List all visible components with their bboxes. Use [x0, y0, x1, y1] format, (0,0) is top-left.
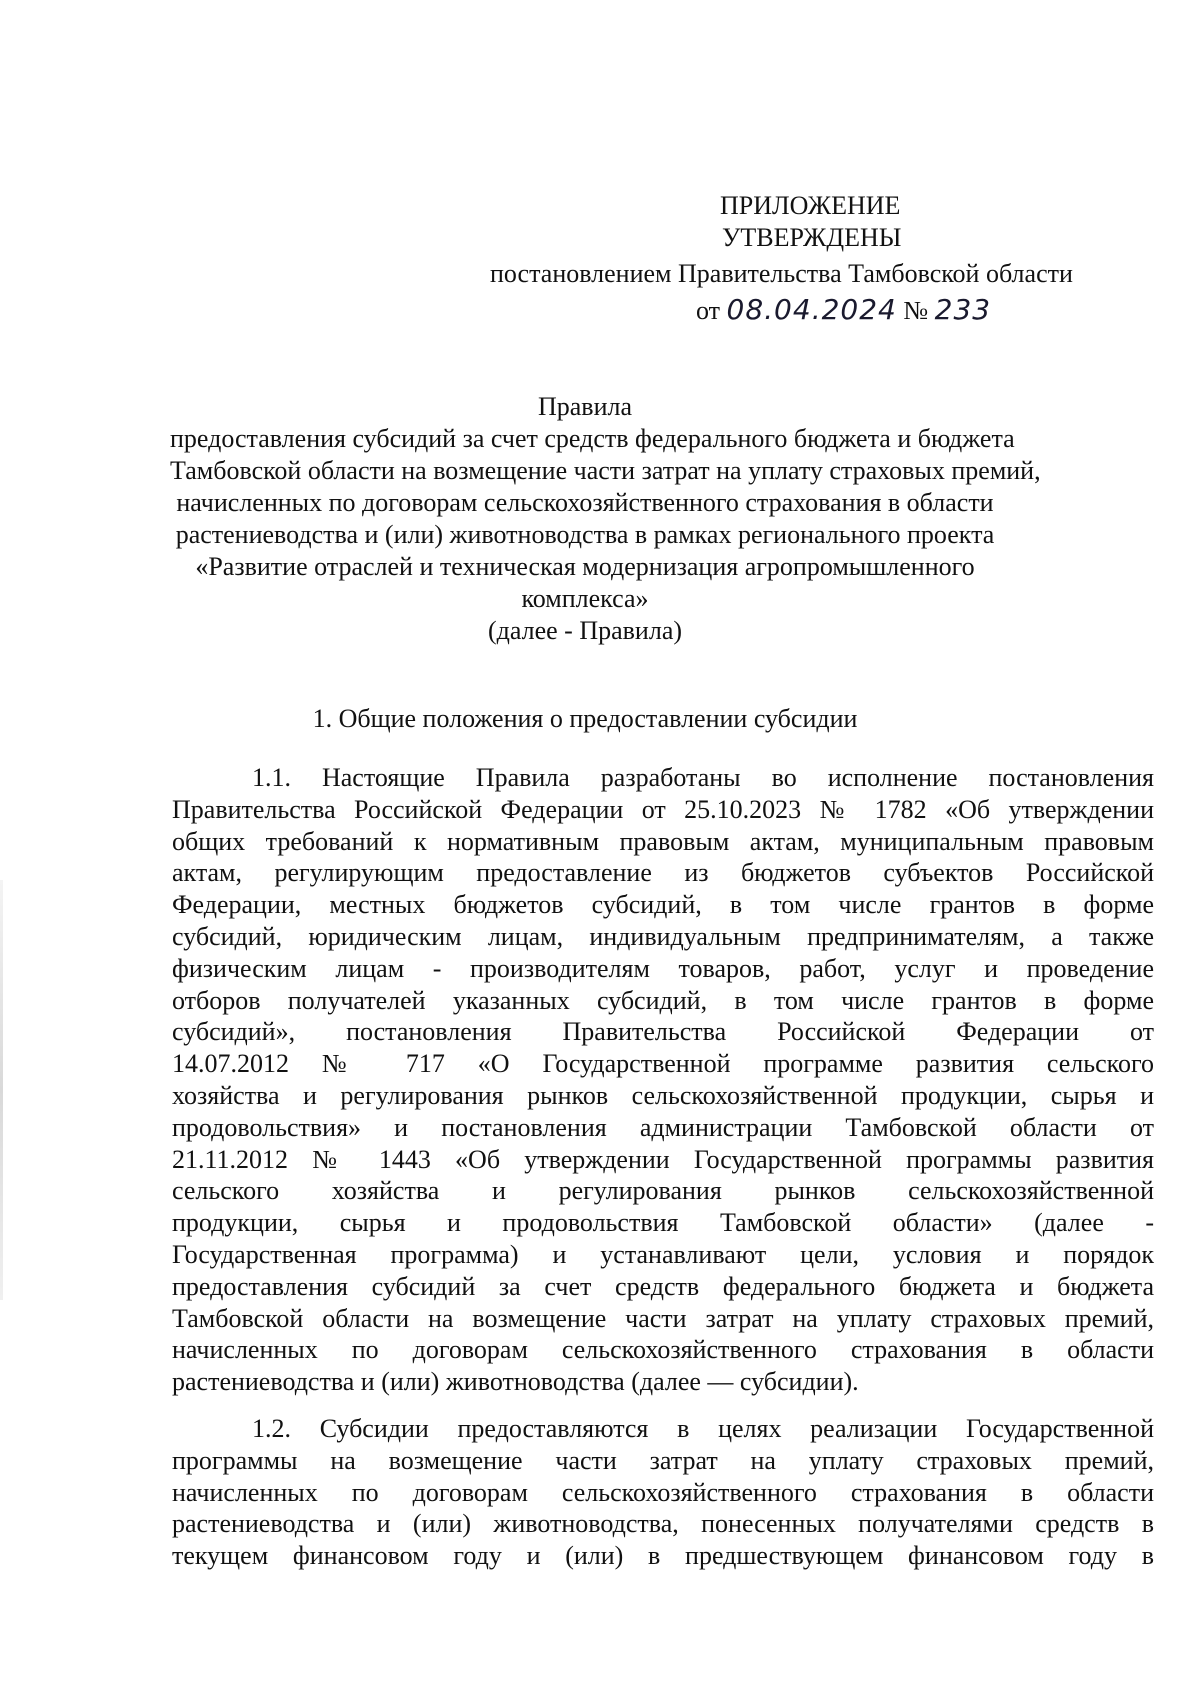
title-line: Тамбовской области на возмещение части затрат на уплату страховых премий,	[170, 456, 1041, 485]
text-line: программы на возмещение части затрат на уплату страховых премий,	[172, 1445, 1154, 1475]
title-line: (далее - Правила)	[487, 616, 683, 645]
handwritten-number: 233	[934, 293, 992, 326]
scan-edge-shadow	[0, 880, 3, 1300]
text-line: субсидий, юридическим лицам, индивидуальным предпринимателям, а также	[172, 921, 1154, 951]
text-line: сельского хозяйства и регулирования рынков сельскохозяйственной	[172, 1176, 1154, 1206]
text-line: Государственная программа) и устанавливают цели, условия и порядок	[172, 1239, 1154, 1269]
text-line: Правительства Российской Федерации от 25.10.2023 № 1782 «Об утверждении	[172, 794, 1154, 824]
text-line: актам, регулирующим предоставление из бюджетов субъектов Российской	[172, 858, 1154, 888]
text-line: начисленных по договорам сельскохозяйственного страхования в области	[172, 1335, 1154, 1365]
text-line: предоставления субсидий за счет средств федерального бюджета и бюджета	[172, 1271, 1154, 1301]
title-line: начисленных по договорам сельскохозяйственного страхования в области	[176, 488, 994, 517]
text-line: 1.2. Субсидии предоставляются в целях реализации Государственной	[252, 1414, 1154, 1443]
appendix-label: ПРИЛОЖЕНИЕ	[720, 191, 901, 220]
text-line: Федерации, местных бюджетов субсидий, в том числе грантов в форме	[172, 890, 1154, 920]
approved-label: УТВЕРЖДЕНЫ	[722, 223, 902, 252]
text-line: хозяйства и регулирования рынков сельскохозяйственной продукции, сырья и	[172, 1080, 1154, 1110]
title-line: «Развитие отраслей и техническая модернизация агропромышленного	[195, 552, 975, 581]
title-line: предоставления субсидий за счет средств федерального бюджета и бюджета	[170, 424, 1015, 453]
text-line: Тамбовской области на возмещение части затрат на уплату страховых премий,	[172, 1303, 1154, 1333]
number-sign: №	[903, 296, 929, 325]
text-line: растениеводства и (или) животноводства, понесенных получателями средств в	[172, 1509, 1154, 1539]
text-line: текущем финансовом году и (или) в предшествующем финансовом году в	[172, 1541, 1154, 1571]
resolution-label: постановлением Правительства Тамбовской области	[490, 259, 1073, 288]
text-line: начисленных по договорам сельскохозяйственного страхования в области	[172, 1477, 1154, 1507]
title-line: растениеводства и (или) животноводства в рамках регионального проекта	[175, 520, 995, 549]
handwritten-date: 08.04.2024	[726, 293, 897, 326]
title-heading: Правила	[537, 392, 633, 421]
paragraph-1-1	[172, 762, 1154, 1398]
text-line: продовольствия» и постановления администрации Тамбовской области от	[172, 1112, 1154, 1142]
text-line: общих требований к нормативным правовым актам, муниципальным правовым	[172, 826, 1154, 856]
text-line: 21.11.2012 № 1443 «Об утверждении Государственной программы развития	[172, 1144, 1154, 1174]
text-line: продукции, сырья и продовольствия Тамбовской области» (далее -	[172, 1208, 1154, 1238]
text-line: 1.1. Настоящие Правила разработаны во исполнение постановления	[252, 763, 1154, 792]
resolution-date-number	[696, 294, 991, 327]
section-heading: 1. Общие положения о предоставлении субсидии	[312, 704, 858, 733]
title-line: комплекса»	[521, 584, 649, 613]
paragraph-1-2	[172, 1413, 1154, 1572]
text-line: субсидий», постановления Правительства Российской Федерации от	[172, 1017, 1154, 1047]
date-prefix: от	[696, 296, 721, 325]
text-line: отборов получателей указанных субсидий, в том числе грантов в форме	[172, 985, 1154, 1015]
text-line: 14.07.2012 № 717 «О Государственной программе развития сельского	[172, 1049, 1154, 1079]
text-line: растениеводства и (или) животноводства (далее — субсидии).	[172, 1367, 859, 1397]
document-title	[170, 391, 1041, 647]
text-line: физическим лицам - производителям товаров, работ, услуг и проведение	[172, 953, 1154, 983]
